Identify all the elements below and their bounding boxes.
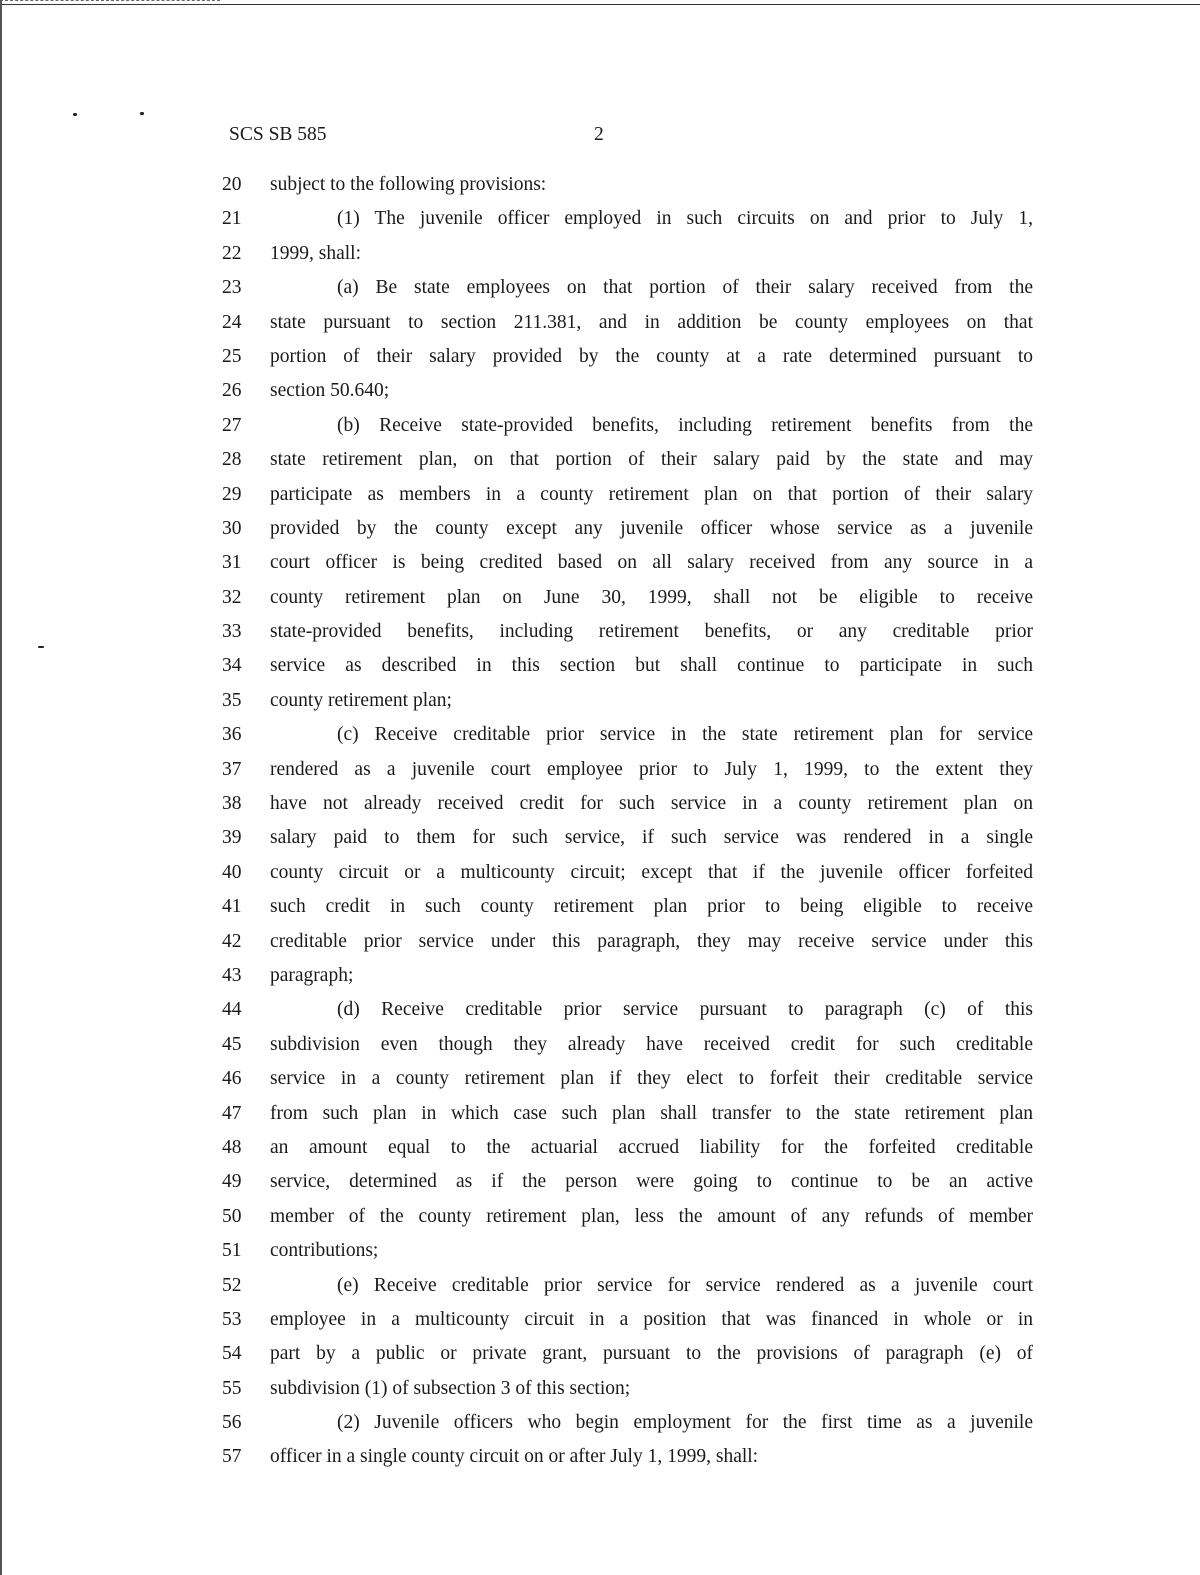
line-number: 49 xyxy=(222,1171,242,1193)
text-line xyxy=(222,445,1037,479)
line-number: 36 xyxy=(222,724,242,746)
line-number: 41 xyxy=(222,896,242,918)
line-number: 28 xyxy=(222,449,242,471)
scan-speck xyxy=(73,113,77,116)
bill-number: SCS SB 585 xyxy=(229,124,327,145)
line-number: 56 xyxy=(222,1412,242,1434)
text-line xyxy=(222,789,1037,823)
line-text: paragraph; xyxy=(270,964,354,986)
text-line xyxy=(222,1167,1037,1201)
line-number: 37 xyxy=(222,758,242,780)
text-line xyxy=(222,1099,1037,1133)
line-number: 21 xyxy=(222,208,242,230)
line-number: 51 xyxy=(222,1240,242,1262)
line-text: state-provided benefits, including retirement benefits, or any creditable prior xyxy=(270,621,1033,643)
line-number: 33 xyxy=(222,621,242,643)
line-text: 1999, shall: xyxy=(270,242,361,264)
line-number: 50 xyxy=(222,1205,242,1227)
line-number: 44 xyxy=(222,999,242,1021)
text-line xyxy=(222,617,1037,651)
line-text: have not already received credit for such service in a county retirement plan on xyxy=(270,793,1033,815)
line-number: 48 xyxy=(222,1136,242,1158)
line-number: 23 xyxy=(222,277,242,299)
line-text: salary paid to them for such service, if such service was rendered in a single xyxy=(270,827,1033,849)
line-text: provided by the county except any juvenile officer whose service as a juvenile xyxy=(270,517,1033,539)
line-text: section 50.640; xyxy=(270,380,390,402)
text-line xyxy=(222,927,1037,961)
scan-left-edge xyxy=(0,0,2,1575)
line-number: 32 xyxy=(222,586,242,608)
line-text: service in a county retirement plan if they elect to forfeit their creditable service xyxy=(270,1068,1033,1090)
line-text: subdivision even though they already have received credit for such creditable xyxy=(270,1033,1033,1055)
line-text: (a) Be state employees on that portion of their salary received from the xyxy=(337,277,1033,299)
running-head xyxy=(229,124,669,152)
text-line xyxy=(222,1030,1037,1064)
line-text: (2) Juvenile officers who begin employment for the first time as a juvenile xyxy=(337,1412,1033,1434)
line-text: rendered as a juvenile court employee prior to July 1, 1999, to the extent they xyxy=(270,758,1033,780)
line-number: 40 xyxy=(222,861,242,883)
line-text: such credit in such county retirement plan prior to being eligible to receive xyxy=(270,896,1033,918)
line-text: state retirement plan, on that portion of their salary paid by the state and may xyxy=(270,449,1033,471)
text-line xyxy=(222,548,1037,582)
line-number: 45 xyxy=(222,1033,242,1055)
scan-speck xyxy=(140,112,144,115)
line-text: (c) Receive creditable prior service in the state retirement plan for service xyxy=(337,724,1033,746)
line-number: 47 xyxy=(222,1102,242,1124)
scan-edge-line xyxy=(0,4,1200,5)
line-text: (d) Receive creditable prior service pursuant to paragraph (c) of this xyxy=(337,999,1033,1021)
line-text: subdivision (1) of subsection 3 of this section; xyxy=(270,1377,631,1399)
line-number: 26 xyxy=(222,380,242,402)
line-number: 42 xyxy=(222,930,242,952)
line-text: portion of their salary provided by the county at a rate determined pursuant to xyxy=(270,345,1033,367)
text-line xyxy=(222,858,1037,892)
line-text: participate as members in a county retirement plan on that portion of their salary xyxy=(270,483,1033,505)
line-number: 38 xyxy=(222,793,242,815)
line-number: 57 xyxy=(222,1446,242,1468)
line-number: 52 xyxy=(222,1274,242,1296)
line-text: member of the county retirement plan, less the amount of any refunds of member xyxy=(270,1205,1033,1227)
text-line xyxy=(222,480,1037,514)
line-text: county retirement plan; xyxy=(270,689,452,711)
text-line xyxy=(222,239,1037,273)
line-number: 55 xyxy=(222,1377,242,1399)
line-number: 39 xyxy=(222,827,242,849)
scan-speck xyxy=(38,646,44,648)
line-text: (1) The juvenile officer employed in such circuits on and prior to July 1, xyxy=(337,208,1033,230)
text-line xyxy=(222,1408,1037,1442)
line-number: 22 xyxy=(222,242,242,264)
text-line xyxy=(222,1271,1037,1305)
text-line xyxy=(222,273,1037,307)
line-text: county circuit or a multicounty circuit; except that if the juvenile officer forfeited xyxy=(270,861,1033,883)
line-text: service, determined as if the person were going to continue to be an active xyxy=(270,1171,1033,1193)
text-line xyxy=(222,755,1037,789)
line-number: 43 xyxy=(222,964,242,986)
line-number: 53 xyxy=(222,1308,242,1330)
text-line xyxy=(222,1442,1037,1476)
line-number: 24 xyxy=(222,311,242,333)
line-number: 35 xyxy=(222,689,242,711)
line-text: state pursuant to section 211.381, and in addition be county employees on that xyxy=(270,311,1033,333)
line-text: county retirement plan on June 30, 1999, shall not be eligible to receive xyxy=(270,586,1033,608)
line-number: 27 xyxy=(222,414,242,436)
line-text: part by a public or private grant, pursuant to the provisions of paragraph (e) of xyxy=(270,1343,1033,1365)
text-line xyxy=(222,892,1037,926)
text-line xyxy=(222,308,1037,342)
line-number: 31 xyxy=(222,552,242,574)
line-number: 30 xyxy=(222,517,242,539)
text-line xyxy=(222,1236,1037,1270)
line-text: service as described in this section but shall continue to participate in such xyxy=(270,655,1033,677)
line-text: officer in a single county circuit on or after July 1, 1999, shall: xyxy=(270,1446,759,1468)
text-line xyxy=(222,995,1037,1029)
text-line xyxy=(222,583,1037,617)
text-line xyxy=(222,1133,1037,1167)
text-line xyxy=(222,170,1037,204)
line-text: an amount equal to the actuarial accrued liability for the forfeited creditable xyxy=(270,1136,1033,1158)
line-number: 25 xyxy=(222,345,242,367)
line-number: 29 xyxy=(222,483,242,505)
text-line xyxy=(222,376,1037,410)
text-line xyxy=(222,411,1037,445)
text-line xyxy=(222,342,1037,376)
text-line xyxy=(222,720,1037,754)
line-text: employee in a multicounty circuit in a position that was financed in whole or in xyxy=(270,1308,1033,1330)
text-line xyxy=(222,514,1037,548)
text-line xyxy=(222,686,1037,720)
text-line xyxy=(222,1305,1037,1339)
line-number: 54 xyxy=(222,1343,242,1365)
text-line xyxy=(222,1202,1037,1236)
line-number: 46 xyxy=(222,1068,242,1090)
line-text: from such plan in which case such plan shall transfer to the state retirement plan xyxy=(270,1102,1033,1124)
text-line xyxy=(222,1064,1037,1098)
text-line xyxy=(222,651,1037,685)
line-text: (e) Receive creditable prior service for service rendered as a juvenile court xyxy=(337,1274,1033,1296)
text-line xyxy=(222,823,1037,857)
text-line xyxy=(222,204,1037,238)
bill-text xyxy=(222,170,1037,1477)
line-text: creditable prior service under this paragraph, they may receive service under this xyxy=(270,930,1033,952)
text-line xyxy=(222,961,1037,995)
line-text: subject to the following provisions: xyxy=(270,174,547,195)
line-text: court officer is being credited based on all salary received from any source in a xyxy=(270,552,1033,574)
page-number: 2 xyxy=(594,124,604,145)
line-number: 20 xyxy=(222,174,242,195)
text-line xyxy=(222,1374,1037,1408)
scan-edge-dashes xyxy=(0,0,220,4)
line-text: contributions; xyxy=(270,1240,379,1262)
line-number: 34 xyxy=(222,655,242,677)
text-line xyxy=(222,1339,1037,1373)
line-text: (b) Receive state-provided benefits, including retirement benefits from the xyxy=(337,414,1033,436)
